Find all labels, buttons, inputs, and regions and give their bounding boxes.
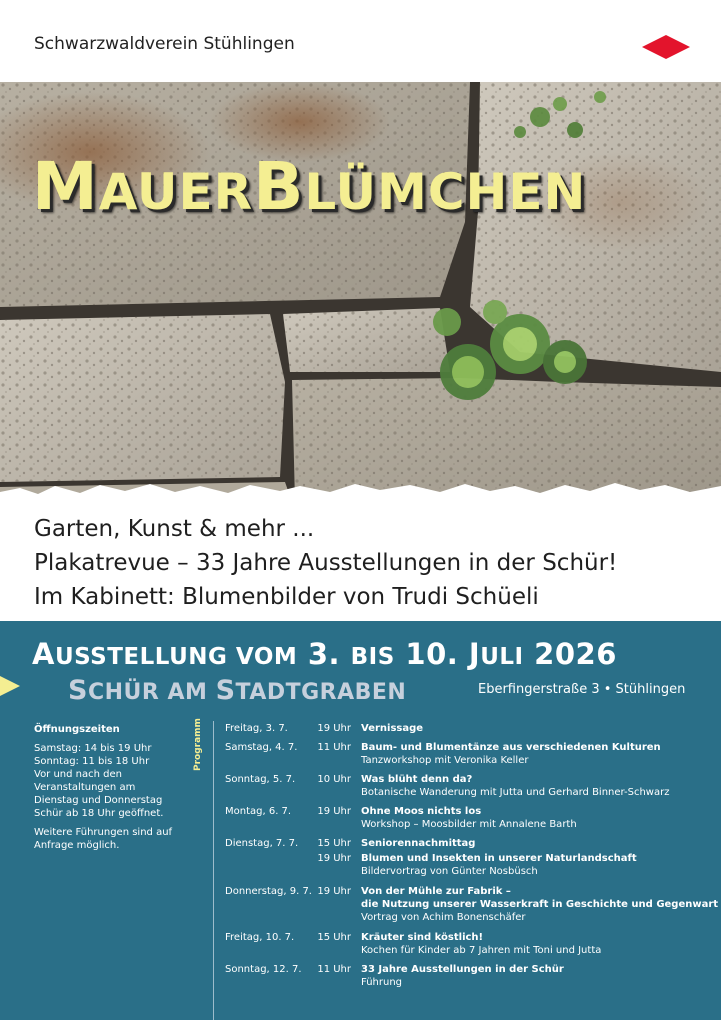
hours-line: Samstag: 14 bis 19 Uhr bbox=[34, 743, 152, 754]
yellow-arrow-icon bbox=[0, 676, 20, 696]
title-rest-luemchen: LÜMCHEN bbox=[304, 163, 587, 221]
organization-name: Schwarzwaldverein Stühlingen bbox=[34, 34, 295, 54]
stone-wall-photo bbox=[0, 82, 721, 502]
title-cap-b: B bbox=[253, 148, 305, 225]
venue-name: SCHÜR AM STADTGRABEN bbox=[68, 675, 407, 706]
opening-hours bbox=[34, 723, 194, 852]
tagline-2: Plakatrevue – 33 Jahre Ausstellungen in der Schür! bbox=[34, 550, 618, 576]
stone-wall-illustration bbox=[0, 82, 721, 502]
hours-line: Schür ab 18 Uhr geöffnet. bbox=[34, 808, 164, 819]
program-label: Programm bbox=[193, 718, 203, 771]
hours-line: Dienstag und Donnerstag bbox=[34, 795, 163, 806]
title-cap-m: M bbox=[32, 148, 99, 225]
exhibition-dates: AUSSTELLUNG VOM 3. BIS 10. JULI 2026 bbox=[32, 637, 617, 671]
hours-line: Veranstaltungen am bbox=[34, 782, 136, 793]
tagline-1: Garten, Kunst & mehr ... bbox=[34, 516, 315, 542]
program-divider bbox=[213, 721, 214, 1020]
hours-line: Sonntag: 11 bis 18 Uhr bbox=[34, 756, 150, 767]
opening-hours-heading: Öffnungszeiten bbox=[34, 724, 120, 735]
venue-address: Eberfingerstraße 3 • Stühlingen bbox=[478, 682, 686, 697]
hours-extra-line: Weitere Führungen sind auf bbox=[34, 827, 173, 838]
hours-extra-line: Anfrage möglich. bbox=[34, 840, 120, 851]
tagline-3: Im Kabinett: Blumenbilder von Trudi Schüeli bbox=[34, 584, 539, 610]
red-diamond-icon bbox=[641, 34, 691, 60]
title-rest-auer: AUER bbox=[98, 163, 254, 221]
poster-title bbox=[32, 148, 586, 225]
hours-line: Vor und nach den bbox=[34, 769, 122, 780]
exhibition-panel: AUSSTELLUNG VOM 3. BIS 10. JULI 2026 SCHÜR AM STADTGRABEN Eberfingerstraße 3 • Stühlingen Öffnungszeiten Samstag: 14 bis 19 Uhr Sonntag: 11 bis 18 Uhr Vor und nach den Veranstaltungen am Dienstag und Donnerstag Schür ab 18 Uhr geöffnet. Weitere Führungen sind auf Anfrage möglich. Programm Freitag, 3. 7. 19 Uhr Vernissage Samstag, 4. 7. 11 Uhr Baum- und Blumentänze aus verschiedenen Kulturen Tanzworkshop mit Veronika Keller Sonntag, 5. 7. 10 Uhr Was blüht denn da? Botanische Wanderung mit Jutta und Gerhard Binner-Schwarz Montag, 6. 7. 19 Uhr Ohne Moos nichts los Workshop – Moosbilder mit Annalene Barth Dienstag, 7. 7. 15 Uhr Seniorennachmittag 19 Uhr Blumen und Insekten in unserer Naturlandschaft Bildervortrag von Günter Nosbüsch Donnerstag, 9. 7. 19 Uhr Von der Mühle zur Fabrik – die Nutzung unserer Wasserkraft in Geschichte und Gegenwart Vortrag von Achim Bonenschäfer Freitag, 10. 7. 15 Uhr Kräuter sind köstlich! Kochen für Kinder ab 7 Jahren mit Toni und Jutta Sonntag, 12. 7. 11 Uhr 33 Jahre Ausstellungen in der Schür Führung bbox=[0, 621, 721, 1020]
poster-header bbox=[0, 0, 721, 82]
